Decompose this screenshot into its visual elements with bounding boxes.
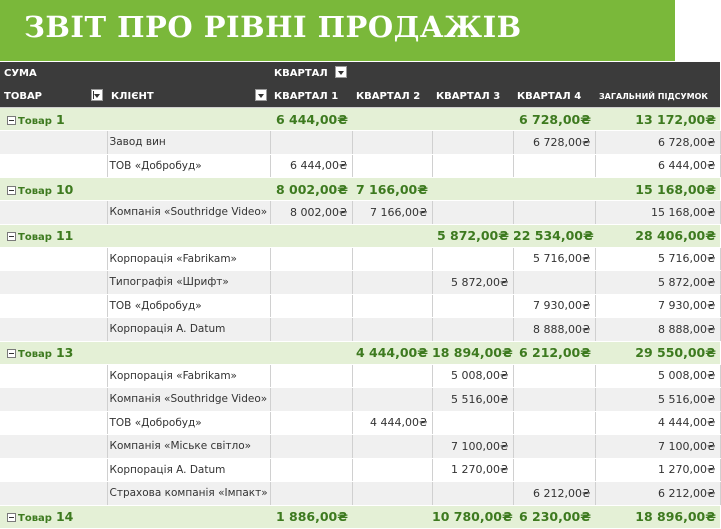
table-row <box>0 154 720 178</box>
value-cell: 5 716,00₴ <box>513 247 595 271</box>
group-total-cell: 7 166,00₴ <box>352 178 432 201</box>
value-cell <box>352 482 432 506</box>
value-cell: 4 444,00₴ <box>595 411 720 435</box>
column-header-q2: КВАРТАЛ 2 <box>352 85 432 108</box>
value-cell <box>513 154 595 178</box>
client-cell: Компанія «Southridge Video» <box>107 201 270 225</box>
group-number: 13 <box>55 345 74 360</box>
group-total-cell: 6 444,00₴ <box>270 108 352 131</box>
group-number: 11 <box>55 228 74 243</box>
table-row <box>0 435 720 459</box>
product-cell <box>0 388 107 412</box>
group-total-cell: 8 002,00₴ <box>270 178 352 201</box>
value-cell <box>270 131 352 155</box>
group-label: Товар <box>18 232 52 243</box>
group-total-cell: 15 168,00₴ <box>595 178 720 201</box>
value-cell: 8 888,00₴ <box>513 318 595 342</box>
value-cell: 6 444,00₴ <box>270 154 352 178</box>
value-cell <box>432 131 513 155</box>
value-cell: 7 100,00₴ <box>432 435 513 459</box>
value-cell: 6 728,00₴ <box>595 131 720 155</box>
quarter-label: КВАРТАЛ <box>274 68 328 79</box>
table-row <box>0 318 720 342</box>
report-title-bar <box>0 0 675 61</box>
group-total-cell: 10 780,00₴ <box>432 505 513 528</box>
quarter-filter-dropdown-icon[interactable] <box>335 66 347 78</box>
header-row-columns <box>0 85 720 108</box>
client-cell: Компанія «Southridge Video» <box>107 388 270 412</box>
value-cell <box>432 482 513 506</box>
value-cell <box>513 435 595 459</box>
client-cell: ТОВ «Добробуд» <box>107 411 270 435</box>
table-row <box>0 201 720 225</box>
value-cell <box>270 247 352 271</box>
group-row <box>0 178 720 201</box>
value-cell <box>432 294 513 318</box>
value-cell <box>513 201 595 225</box>
value-cell <box>352 154 432 178</box>
value-cell <box>270 482 352 506</box>
product-cell <box>0 131 107 155</box>
product-cell <box>0 201 107 225</box>
group-total-cell: 29 550,00₴ <box>595 341 720 364</box>
client-label: КЛІЄНТ <box>111 90 154 102</box>
value-cell: 1 270,00₴ <box>595 458 720 482</box>
value-cell: 7 930,00₴ <box>595 294 720 318</box>
client-cell: Корпорація A. Datum <box>107 458 270 482</box>
value-cell <box>270 364 352 388</box>
product-cell <box>0 294 107 318</box>
group-total-cell <box>270 224 352 247</box>
value-cell <box>432 247 513 271</box>
product-label: ТОВАР <box>4 90 43 102</box>
group-label: Товар <box>18 513 52 524</box>
value-cell <box>270 294 352 318</box>
client-column-header[interactable] <box>107 85 270 108</box>
column-header-q1: КВАРТАЛ 1 <box>270 85 352 108</box>
header-spacer <box>352 62 432 85</box>
product-column-header[interactable] <box>0 85 107 108</box>
value-cell: 5 008,00₴ <box>432 364 513 388</box>
header-row-values <box>0 62 720 85</box>
product-cell <box>0 318 107 342</box>
value-cell <box>352 294 432 318</box>
table-row <box>0 388 720 412</box>
group-total-cell: 6 212,00₴ <box>513 341 595 364</box>
product-cell <box>0 411 107 435</box>
client-cell: ТОВ «Добробуд» <box>107 294 270 318</box>
collapse-minus-icon[interactable] <box>7 116 16 125</box>
client-filter-dropdown-icon[interactable] <box>255 89 267 101</box>
group-label-cell[interactable] <box>0 108 107 131</box>
group-label: Товар <box>18 185 52 197</box>
collapse-minus-icon[interactable] <box>7 232 16 241</box>
product-cell <box>0 435 107 459</box>
value-cell: 7 930,00₴ <box>513 294 595 318</box>
table-row <box>0 294 720 318</box>
value-cell: 7 100,00₴ <box>595 435 720 459</box>
header-spacer <box>107 62 270 85</box>
value-cell: 8 888,00₴ <box>595 318 720 342</box>
column-header-q3: КВАРТАЛ 3 <box>432 85 513 108</box>
value-cell: 4 444,00₴ <box>352 411 432 435</box>
group-total-cell <box>352 108 432 131</box>
value-cell: 6 212,00₴ <box>595 482 720 506</box>
value-cell: 5 872,00₴ <box>595 271 720 295</box>
table-row <box>0 271 720 295</box>
value-cell <box>432 411 513 435</box>
group-row <box>0 224 720 247</box>
value-cell: 6 212,00₴ <box>513 482 595 506</box>
table-row <box>0 247 720 271</box>
value-cell <box>270 318 352 342</box>
table-row <box>0 364 720 388</box>
value-cell <box>352 435 432 459</box>
group-client-cell <box>107 178 270 201</box>
table-row <box>0 131 720 155</box>
client-cell: Завод вин <box>107 131 270 155</box>
column-header-grand-total: ЗАГАЛЬНИЙ ПІДСУМОК <box>595 85 720 108</box>
group-label-cell[interactable] <box>0 224 107 247</box>
product-cell <box>0 271 107 295</box>
client-cell: Страхова компанія «Імпакт» <box>107 482 270 506</box>
product-cell <box>0 458 107 482</box>
group-number: 14 <box>55 509 74 524</box>
product-cell <box>0 247 107 271</box>
value-cell <box>352 364 432 388</box>
value-cell: 1 270,00₴ <box>432 458 513 482</box>
value-cell: 8 002,00₴ <box>270 201 352 225</box>
collapse-minus-icon[interactable] <box>7 513 16 522</box>
product-cell <box>0 364 107 388</box>
group-label-cell[interactable] <box>0 505 107 528</box>
value-cell: 5 716,00₴ <box>595 247 720 271</box>
value-cell <box>513 458 595 482</box>
group-label-cell[interactable] <box>0 178 107 201</box>
client-cell: Компанія «Міське світло» <box>107 435 270 459</box>
header-spacer <box>432 62 513 85</box>
group-label-cell[interactable] <box>0 341 107 364</box>
value-cell <box>352 458 432 482</box>
group-total-cell: 6 230,00₴ <box>513 505 595 528</box>
group-total-cell: 28 406,00₴ <box>595 224 720 247</box>
group-total-cell <box>352 224 432 247</box>
product-cell <box>0 154 107 178</box>
value-cell <box>513 388 595 412</box>
table-row <box>0 458 720 482</box>
value-cell <box>270 411 352 435</box>
value-cell <box>432 154 513 178</box>
group-label: Товар <box>18 349 52 360</box>
value-cell: 6 728,00₴ <box>513 131 595 155</box>
value-cell <box>513 411 595 435</box>
value-cell <box>352 247 432 271</box>
group-number: 10 <box>55 181 74 197</box>
group-row <box>0 108 720 131</box>
value-cell <box>352 318 432 342</box>
value-cell: 15 168,00₴ <box>595 201 720 225</box>
pivot-table <box>0 62 721 529</box>
group-row <box>0 505 720 528</box>
value-cell <box>352 131 432 155</box>
group-client-cell <box>107 224 270 247</box>
group-client-cell <box>107 341 270 364</box>
value-cell: 5 008,00₴ <box>595 364 720 388</box>
collapse-minus-icon[interactable] <box>7 349 16 358</box>
group-total-cell: 18 894,00₴ <box>432 341 513 364</box>
group-total-cell <box>432 108 513 131</box>
value-cell <box>513 271 595 295</box>
value-cell <box>352 388 432 412</box>
group-client-cell <box>107 505 270 528</box>
client-cell: Корпорація «Fabrikam» <box>107 247 270 271</box>
value-cell: 5 516,00₴ <box>595 388 720 412</box>
collapse-minus-icon[interactable] <box>7 186 16 195</box>
group-total-cell <box>270 341 352 364</box>
group-total-cell: 22 534,00₴ <box>513 224 595 247</box>
group-total-cell: 18 896,00₴ <box>595 505 720 528</box>
client-cell: Корпорація «Fabrikam» <box>107 364 270 388</box>
value-cell <box>270 458 352 482</box>
value-cell: 5 516,00₴ <box>432 388 513 412</box>
value-cell <box>432 318 513 342</box>
client-cell: ТОВ «Добробуд» <box>107 154 270 178</box>
table-row <box>0 411 720 435</box>
value-cell <box>513 364 595 388</box>
group-total-cell <box>352 505 432 528</box>
header-spacer <box>595 62 720 85</box>
client-cell: Типографія «Шрифт» <box>107 271 270 295</box>
group-total-cell: 6 728,00₴ <box>513 108 595 131</box>
group-total-cell: 5 872,00₴ <box>432 224 513 247</box>
value-cell <box>270 388 352 412</box>
group-total-cell <box>513 178 595 201</box>
client-cell: Корпорація A. Datum <box>107 318 270 342</box>
value-cell: 5 872,00₴ <box>432 271 513 295</box>
product-cell <box>0 482 107 506</box>
value-cell <box>270 271 352 295</box>
value-cell <box>432 201 513 225</box>
value-cell: 7 166,00₴ <box>352 201 432 225</box>
report-title: ЗВІТ ПРО РІВНІ ПРОДАЖІВ <box>24 10 522 44</box>
table-row <box>0 482 720 506</box>
group-total-cell: 13 172,00₴ <box>595 108 720 131</box>
group-label: Товар <box>18 115 52 127</box>
group-total-cell: 1 886,00₴ <box>270 505 352 528</box>
group-total-cell <box>432 178 513 201</box>
product-filter-icon[interactable] <box>91 89 103 101</box>
header-spacer <box>513 62 595 85</box>
value-cell <box>270 435 352 459</box>
value-cell: 6 444,00₴ <box>595 154 720 178</box>
group-row <box>0 341 720 364</box>
quarter-filter-header[interactable] <box>270 62 352 85</box>
value-cell <box>352 271 432 295</box>
group-total-cell: 4 444,00₴ <box>352 341 432 364</box>
group-number: 1 <box>55 111 65 127</box>
sum-label: СУМА <box>0 62 107 85</box>
column-header-q4: КВАРТАЛ 4 <box>513 85 595 108</box>
group-client-cell <box>107 108 270 131</box>
